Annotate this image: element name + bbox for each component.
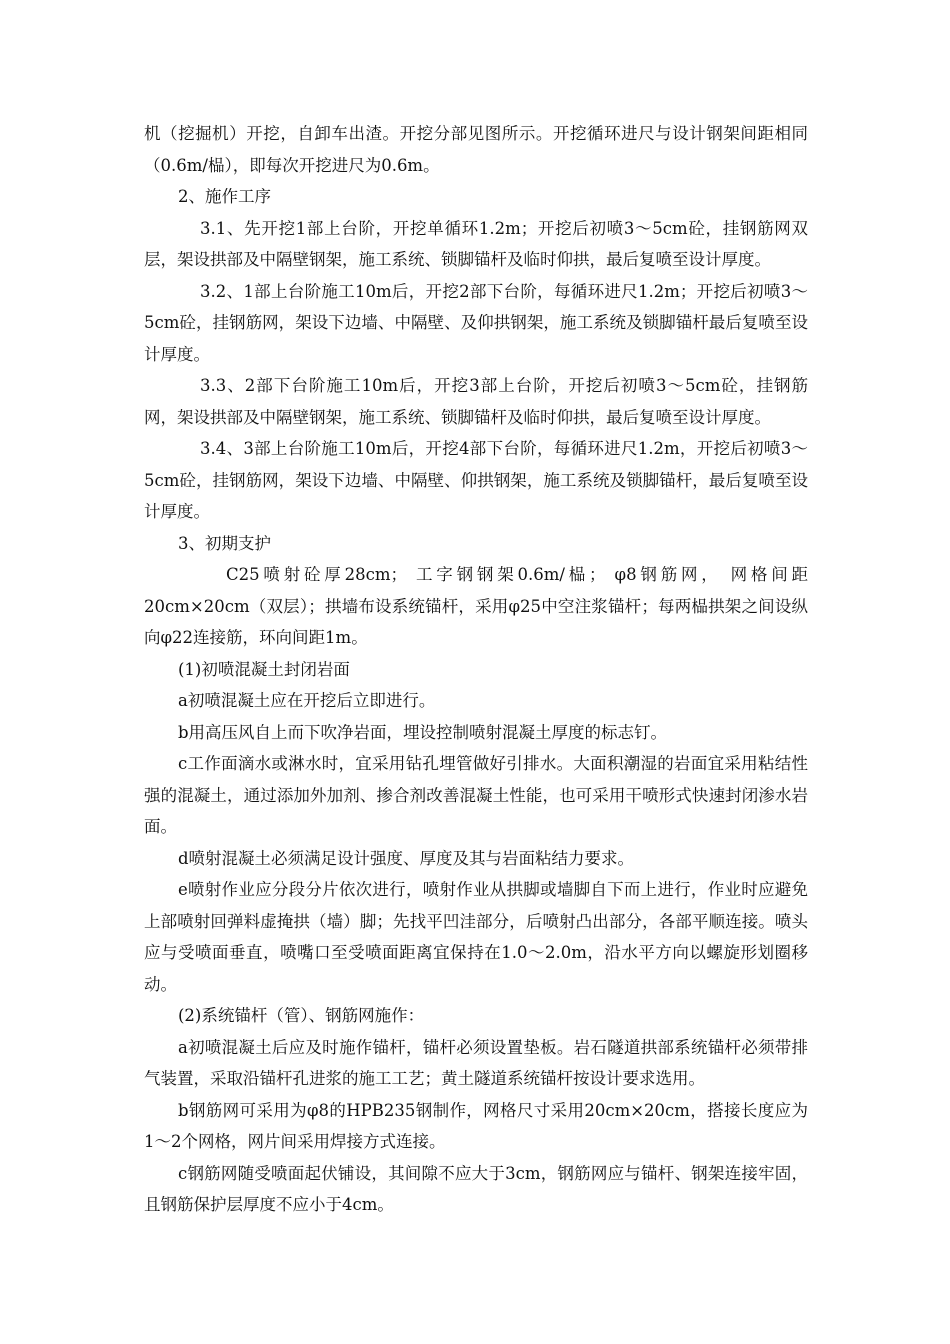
paragraph-excavation-continuation: 机（挖掘机）开挖，自卸车出渣。开挖分部见图所示。开挖循环进尺与设计钢架间距相同（0.6m/榀），即每次开挖进尺为0.6m。 [144, 124, 808, 175]
paragraph-anchor-item-b: b钢筋网可采用为φ8的HPB235钢制作，网格尺寸采用20cm×20cm，搭接长度应为1～2个网格，网片间采用焊接方式连接。 [144, 1100, 808, 1151]
heading-anchor-mesh: (2)系统锚杆（管）、钢筋网施作： [178, 1006, 425, 1025]
paragraph-item-d: d喷射混凝土必须满足设计强度、厚度及其与岩面粘结力要求。 [178, 848, 635, 868]
paragraph-step-3-2: 3.2、1部上台阶施工10m后，开挖2部下台阶，每循环进尺1.2m；开挖后初喷3～5cm砼，挂钢筋网，架设下边墙、中隔壁、及仰拱钢架，施工系统及锁脚锚杆最后复喷至设计厚度。 [144, 281, 808, 364]
paragraph-step-3-4: 3.4、3部上台阶施工10m后，开挖4部下台阶，每循环进尺1.2m，开挖后初喷3～5cm砼，挂钢筋网，架设下边墙、中隔壁、仰拱钢架，施工系统及锁脚锚杆，最后复喷至设计厚度。 [144, 439, 808, 521]
paragraph-anchor-item-a: a初喷混凝土后应及时施作锚杆，锚杆必须设置垫板。岩石隧道拱部系统锚杆必须带排气装置，采取沿锚杆孔进浆的施工工艺；黄土隧道系统锚杆按设计要求选用。 [144, 1037, 808, 1088]
paragraph-item-c: c工作面滴水或淋水时，宜采用钻孔埋管做好引排水。大面积潮湿的岩面宜采用粘结性强的混凝土，通过添加外加剂、掺合剂改善混凝土性能，也可采用干喷形式快速封闭渗水岩面。 [144, 754, 808, 836]
paragraph-step-3-3: 3.3、2部下台阶施工10m后，开挖3部上台阶，开挖后初喷3～5cm砼，挂钢筋网，架设拱部及中隔壁钢架，施工系统、锁脚锚杆及临时仰拱，最后复喷至设计厚度。 [144, 376, 808, 427]
paragraph-item-b: b用高压风自上而下吹净岩面，埋设控制喷射混凝土厚度的标志钉。 [178, 722, 668, 742]
heading-construction-sequence: 2、施作工序 [178, 187, 271, 206]
heading-initial-support: 3、初期支护 [178, 533, 271, 553]
paragraph-item-e: e喷射作业应分段分片依次进行，喷射作业从拱脚或墙脚自下而上进行，作业时应避免上部喷射回弹料虚掩拱（墙）脚；先找平凹洼部分，后喷射凸出部分，各部平顺连接。喷头应与受喷面垂直，喷嘴口至受喷面距离宜保持在1.0～2.0m，沿水平方向以螺旋形划圈移动。 [144, 880, 808, 994]
paragraph-support-spec: C25喷射砼厚28cm； 工字钢钢架0.6m/榀； φ8钢筋网， 网格间距20cm×20cm（双层）；拱墙布设系统锚杆，采用φ25中空注浆锚杆；每两榀拱架之间设纵向φ22连接筋，环向间距1m。 [144, 565, 808, 647]
document-body [144, 118, 808, 1221]
paragraph-item-a: a初喷混凝土应在开挖后立即进行。 [178, 691, 436, 710]
paragraph-step-3-1: 3.1、先开挖1部上台阶，开挖单循环1.2m；开挖后初喷3～5cm砼，挂钢筋网双层，架设拱部及中隔壁钢架，施工系统、锁脚锚杆及临时仰拱，最后复喷至设计厚度。 [144, 218, 808, 269]
heading-initial-shotcrete: (1)初喷混凝土封闭岩面 [178, 659, 350, 679]
paragraph-anchor-item-c: c钢筋网随受喷面起伏铺设，其间隙不应大于3cm，钢筋网应与锚杆、钢架连接牢固，且钢筋保护层厚度不应小于4cm。 [144, 1163, 808, 1214]
